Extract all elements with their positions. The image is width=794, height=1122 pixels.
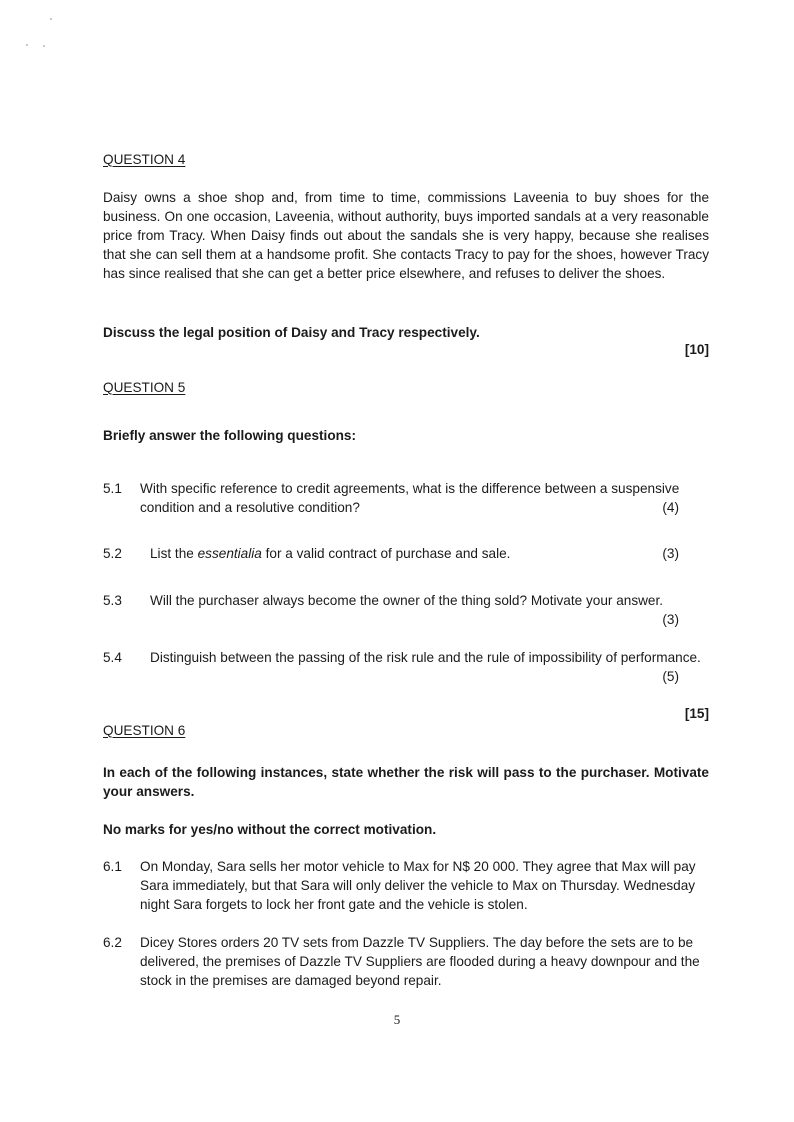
question-mark: (4) [662,500,679,515]
scan-speck [43,45,45,47]
question-mark: (5) [662,669,679,684]
question-6-heading: QUESTION 6 [103,723,186,738]
question-text: On Monday, Sara sells her motor vehicle to Max for N$ 20 000. They agree that Max will pay Sara immediately, but that Sara will only deliver the vehicle to Max on Thursday. Wednesday night Sara forgets to lock her front gate and the vehicle is stolen. [140,859,696,912]
question-text: Distinguish between the passing of the risk rule and the rule of impossibility of performance. [150,650,701,665]
question-4-heading: QUESTION 4 [103,152,186,167]
question-5-heading: QUESTION 5 [103,380,186,395]
text-segment: List the [150,546,198,561]
question-number: 5.3 [103,593,122,608]
scan-speck [26,44,28,46]
question-mark: (3) [662,546,679,561]
text-segment: for a valid contract of purchase and sale. [261,546,511,561]
question-number: 5.1 [103,481,122,496]
italic-term: essentialia [197,546,262,561]
question-number: 6.1 [103,859,122,874]
question-6-note: No marks for yes/no without the correct motivation. [103,822,437,837]
question-4-paragraph: Daisy owns a shoe shop and, from time to time, commissions Laveenia to buy shoes for the business. On one occasion, Laveenia, without authority, buys imported sandals at a very reasonable price from Tracy. When Daisy finds out about the sandals she is very happy, because she realises that she can sell them at a handsome profit. She contacts Tracy to pay for the shoes, however Tracy has since realised that she can get a better price elsewhere, and refuses to deliver the shoes. [103,190,709,281]
question-text [150,544,650,563]
scan-speck [50,18,52,20]
question-5-total: [15] [684,706,709,721]
question-4-instruction: Discuss the legal position of Daisy and Tracy respectively. [103,325,480,340]
question-6-instruction: In each of the following instances, state whether the risk will pass to the purchaser. Motivate your answers. [103,765,709,799]
question-4-total: [10] [684,342,709,357]
question-5-instruction: Briefly answer the following questions: [103,428,357,443]
question-text: Will the purchaser always become the owner of the thing sold? Motivate your answer. [150,593,664,608]
question-number: 6.2 [103,935,122,950]
question-number: 5.2 [103,546,122,561]
question-text: With specific reference to credit agreements, what is the difference between a suspensive condition and a resolutive condition? [140,481,680,515]
question-text: Dicey Stores orders 20 TV sets from Dazzle TV Suppliers. The day before the sets are to be delivered, the premises of Dazzle TV Suppliers are flooded during a heavy downpour and the stock in the premises are damaged beyond repair. [140,935,700,988]
question-mark: (3) [662,612,679,627]
question-number: 5.4 [103,650,122,665]
page-number: 5 [393,1012,401,1027]
